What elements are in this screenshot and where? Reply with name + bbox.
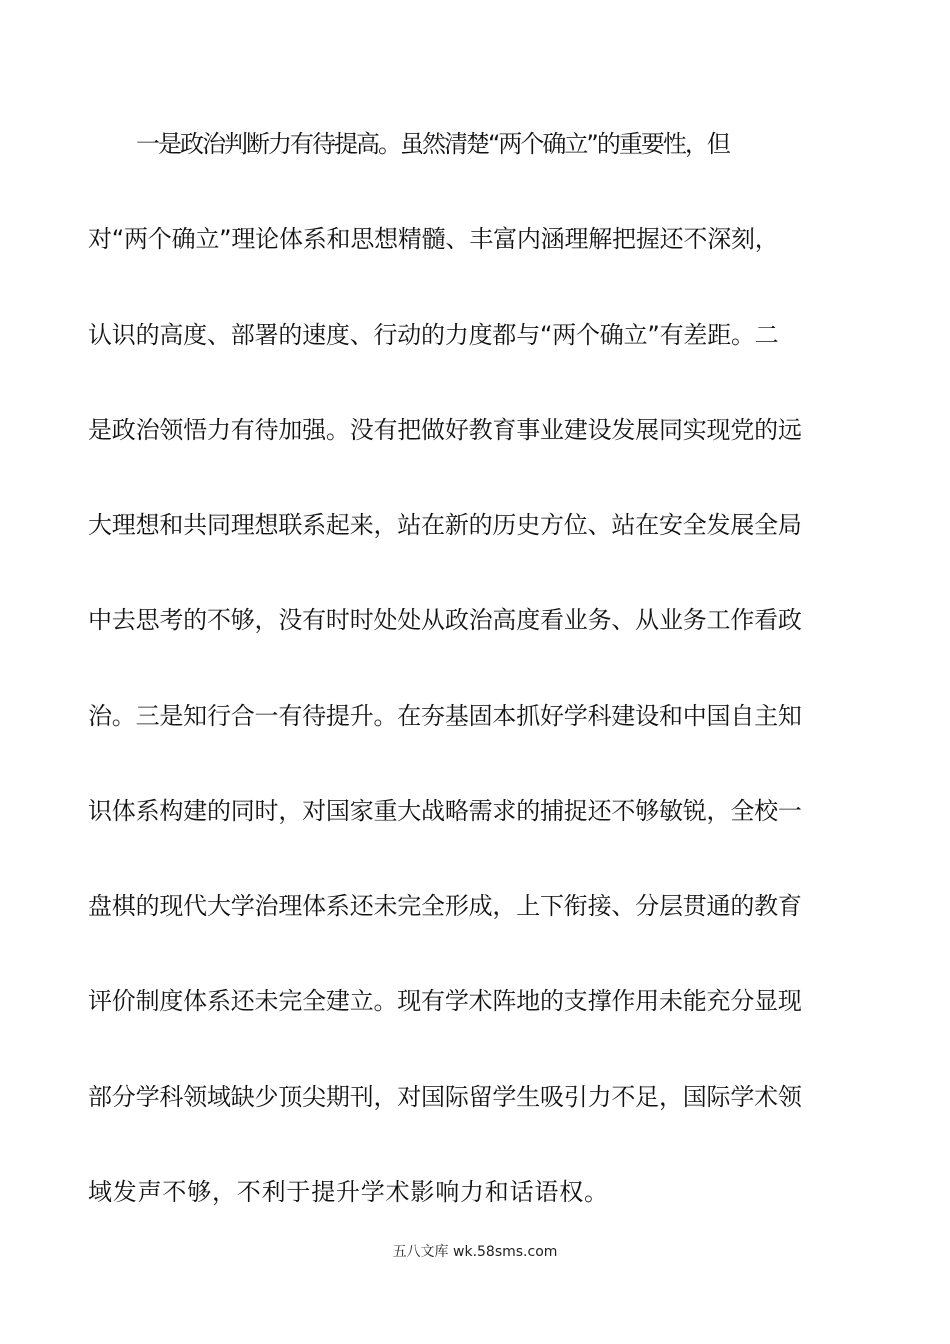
paragraph-line: 对“两个确立”理论体系和思想精髓、丰富内涵理解把握还不深刻， — [88, 225, 779, 253]
paragraph-line: 是政治领悟力有待加强。没有把做好教育事业建设发展同实现党的远 — [88, 416, 802, 444]
paragraph-line: 评价制度体系还未完全建立。现有学术阵地的支撑作用未能充分显现 — [88, 987, 802, 1015]
paragraph-line: 识体系构建的同时，对国家重大战略需求的捕捉还不够敏锐，全校一 — [88, 797, 802, 825]
footer-watermark: 五八文库 wk.58sms.com — [392, 1244, 558, 1260]
paragraph-line: 一是政治判断力有待提高。虽然清楚“两个确立”的重要性，但 — [136, 130, 729, 158]
paragraph-line: 中去思考的不够，没有时时处处从政治高度看业务、从业务工作看政 — [88, 606, 802, 634]
paragraph-line: 认识的高度、部署的速度、行动的力度都与“两个确立”有差距。二 — [88, 321, 779, 349]
paragraph-line: 部分学科领域缺少顶尖期刊，对国际留学生吸引力不足，国际学术领 — [88, 1083, 802, 1111]
paragraph-line: 大理想和共同理想联系起来，站在新的历史方位、站在安全发展全局 — [88, 511, 802, 539]
paragraph-line: 盘棋的现代大学治理体系还未完全形成，上下衔接、分层贯通的教育 — [88, 892, 802, 920]
paragraph-line: 治。三是知行合一有待提升。在夯基固本抓好学科建设和中国自主知 — [88, 702, 802, 730]
paragraph-line: 域发声不够，不利于提升学术影响力和话语权。 — [88, 1178, 609, 1206]
